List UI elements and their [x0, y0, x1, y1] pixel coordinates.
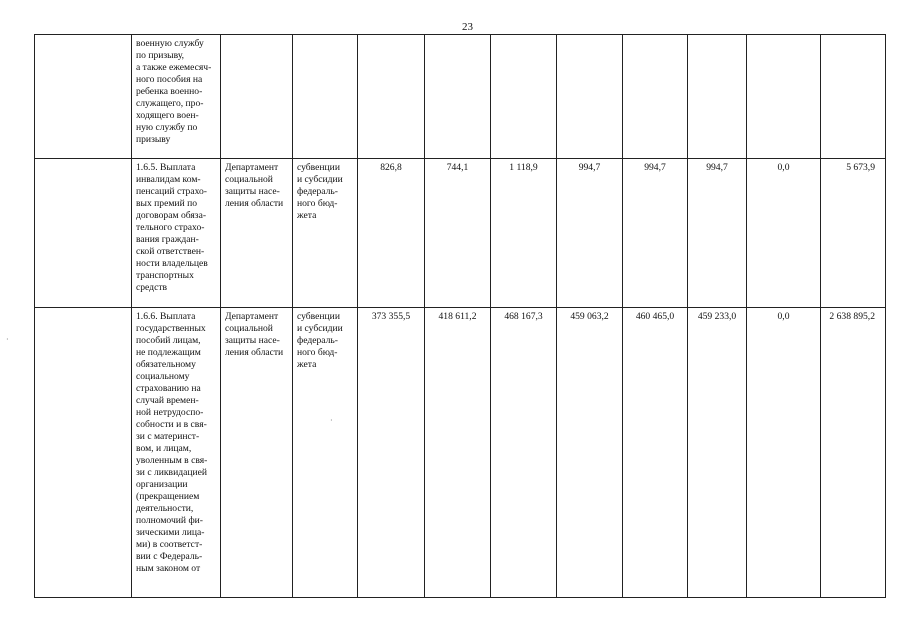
table-row — [35, 35, 886, 159]
value-cell — [491, 35, 557, 159]
table-row — [35, 308, 886, 598]
value-cell — [358, 35, 425, 159]
value-cell — [425, 35, 491, 159]
value-cell: 744,1 — [425, 159, 491, 308]
value-cell — [688, 35, 747, 159]
value-cell: 994,7 — [688, 159, 747, 308]
value-cell: 373 355,5 — [358, 308, 425, 598]
funding-source-cell: субвенции и субсидии федераль- ного бюд- жета — [293, 159, 358, 308]
value-cell: 994,7 — [623, 159, 688, 308]
executor-cell: Департамент социальной защиты насе- ления области — [221, 308, 293, 598]
funding-source-cell: субвенции и субсидии федераль- ного бюд- жета — [293, 308, 358, 598]
measure-name-cell: 1.6.6. Выплата государственных пособий лицам, не подлежащим обязательному социальному страхованию на случай времен- ной нетрудоспо- собности и в свя- зи с материнст- вом, и лицам, уволенным в свя- зи с ликвидацией организации (прекращением деятельности, полномочий фи- зическими лица- ми) в соответст- вии с Федераль- ным законом от — [132, 308, 221, 598]
blank-cell — [35, 308, 132, 598]
value-cell: 994,7 — [557, 159, 623, 308]
value-cell: 0,0 — [747, 308, 821, 598]
value-cell: 418 611,2 — [425, 308, 491, 598]
total-cell — [821, 35, 886, 159]
measure-name-cell: 1.6.5. Выплата инвалидам ком- пенсаций страхо- вых премий по договорам обяза- тельного страхо- вания граждан- ской ответствен- ности владельцев транспортных средств — [132, 159, 221, 308]
value-cell: 1 118,9 — [491, 159, 557, 308]
executor-cell: Департамент социальной защиты насе- ления области — [221, 159, 293, 308]
value-cell: 826,8 — [358, 159, 425, 308]
value-cell: 468 167,3 — [491, 308, 557, 598]
measure-name-cell: военную службу по призыву, а также ежемесяч- ного пособия на ребенка военно- служащего, про- ходящего воен- ную службу по призыву — [132, 35, 221, 159]
blank-cell — [35, 35, 132, 159]
funding-source-cell — [293, 35, 358, 159]
scan-speck: · — [330, 416, 333, 425]
value-cell: 459 233,0 — [688, 308, 747, 598]
program-table — [34, 34, 886, 598]
blank-cell — [35, 159, 132, 308]
total-cell: 5 673,9 — [821, 159, 886, 308]
value-cell: 460 465,0 — [623, 308, 688, 598]
value-cell: 0,0 — [747, 159, 821, 308]
executor-cell — [221, 35, 293, 159]
value-cell: 459 063,2 — [557, 308, 623, 598]
value-cell — [747, 35, 821, 159]
table-row — [35, 159, 886, 308]
value-cell — [623, 35, 688, 159]
total-cell: 2 638 895,2 — [821, 308, 886, 598]
scan-speck: · — [6, 335, 9, 344]
value-cell — [557, 35, 623, 159]
page-number: 23 — [462, 21, 473, 33]
